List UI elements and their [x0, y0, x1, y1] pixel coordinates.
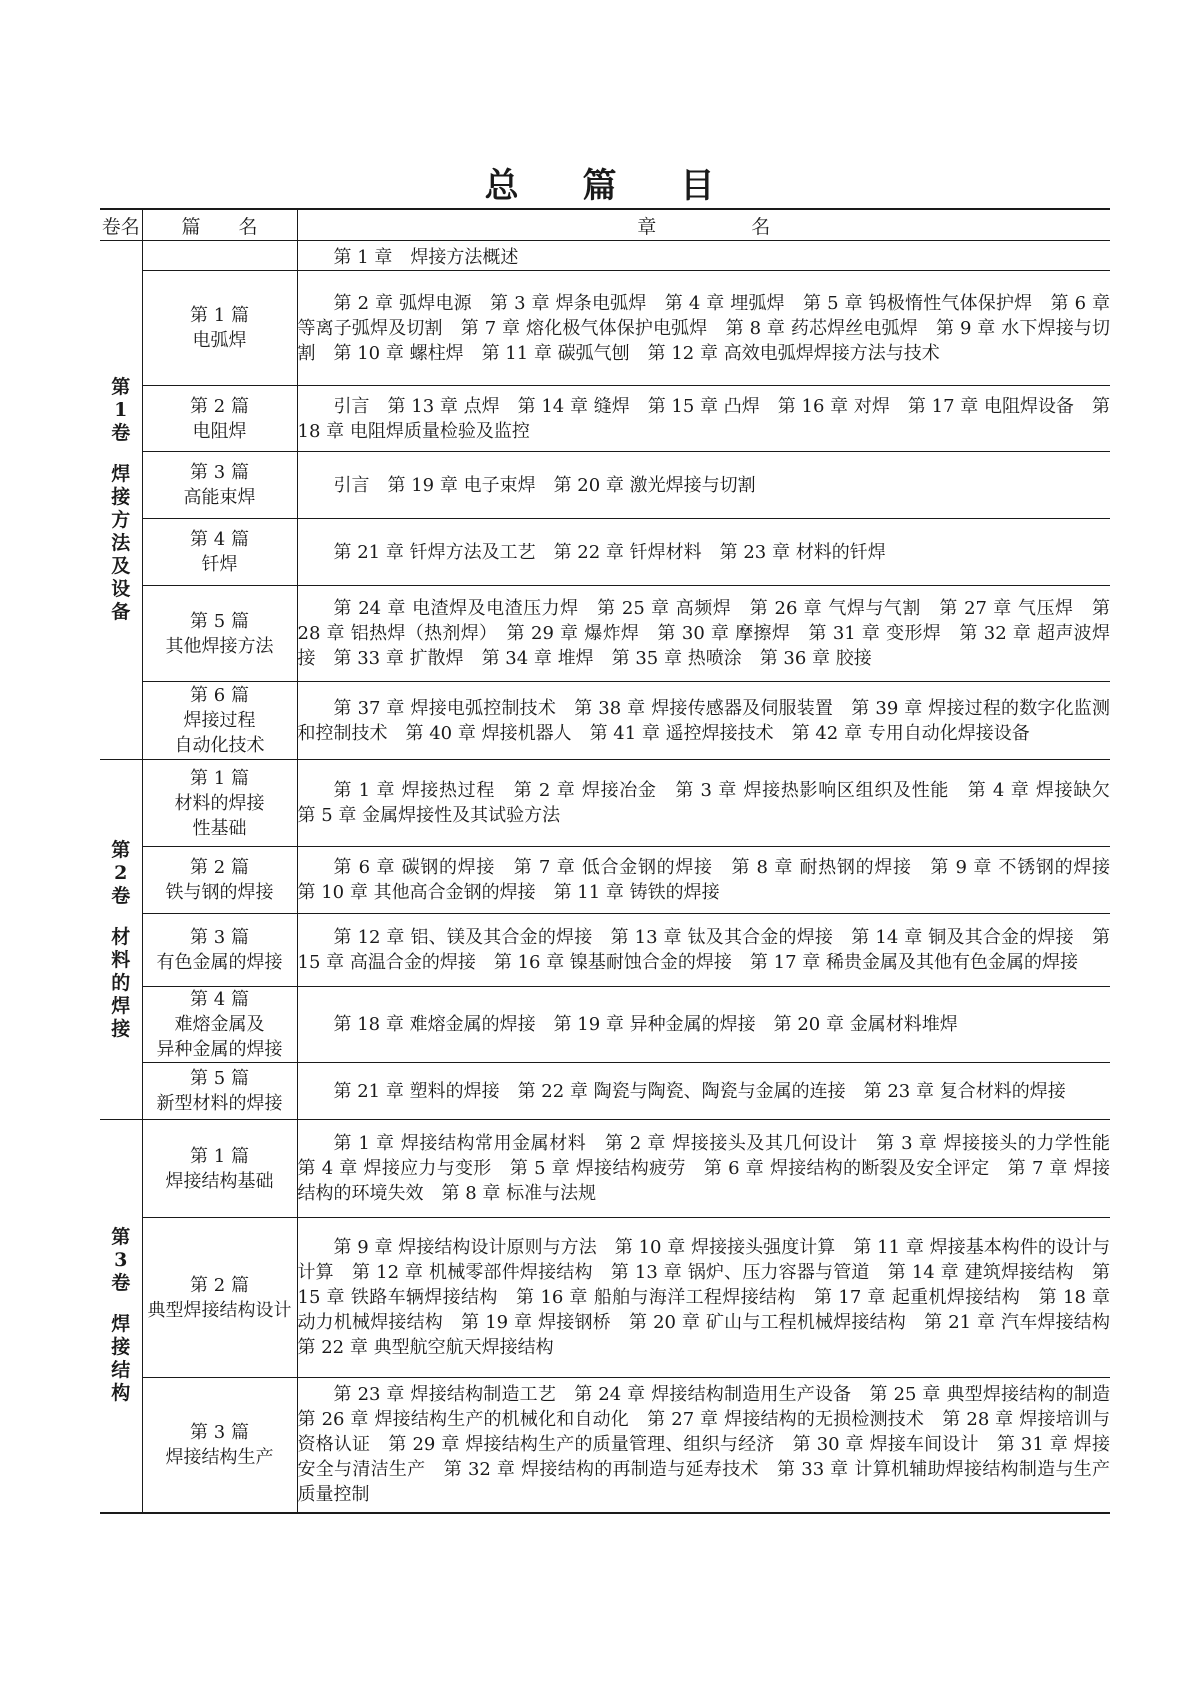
- table-row: [100, 987, 1110, 1063]
- chapter-cell: 第 21 章 钎焊方法及工艺 第 22 章 钎焊材料 第 23 章 材料的钎焊: [297, 519, 1110, 586]
- chapter-cell: 第 9 章 焊接结构设计原则与方法 第 10 章 焊接接头强度计算 第 11 章 焊接基本构件的设计与计算 第 12 章 机械零部件焊接结构 第 13 章 锅炉、压力容器与管道 第 14 章 建筑焊接结构 第 15 章 铁路车辆焊接结构 第 16 章 船舶与海洋工程焊接结构 第 17 章 起重机焊接结构 第 18 章 动力机械焊接结构 第 19 章 焊接钢桥 第 20 章 矿山与工程机械焊接结构 第 21 章 汽车焊接结构 第 22 章 典型航空航天焊接结构: [297, 1218, 1110, 1378]
- header-part: 篇 名: [142, 209, 297, 241]
- table-row: [100, 1063, 1110, 1120]
- part-cell: 第 2 篇 典型焊接结构设计: [142, 1218, 297, 1378]
- part-cell: 第 6 篇 焊接过程 自动化技术: [142, 682, 297, 760]
- table-row: [100, 586, 1110, 682]
- header-volume: 卷名: [100, 209, 142, 241]
- chapter-cell: 第 18 章 难熔金属的焊接 第 19 章 异种金属的焊接 第 20 章 金属材料堆焊: [297, 987, 1110, 1063]
- chapter-cell: 第 37 章 焊接电弧控制技术 第 38 章 焊接传感器及伺服装置 第 39 章 焊接过程的数字化监测和控制技术 第 40 章 焊接机器人 第 41 章 遥控焊接技术 第 42 章 专用自动化焊接设备: [297, 682, 1110, 760]
- part-cell: 第 5 篇 新型材料的焊接: [142, 1063, 297, 1120]
- table-row: [100, 519, 1110, 586]
- volume-cell: [100, 760, 142, 1120]
- part-cell: 第 2 篇 电阻焊: [142, 386, 297, 452]
- volume-number: 第1卷: [111, 376, 131, 444]
- table-row: [100, 1120, 1110, 1218]
- table-row: [100, 682, 1110, 760]
- part-cell: 第 5 篇 其他焊接方法: [142, 586, 297, 682]
- chapter-cell: 引言 第 13 章 点焊 第 14 章 缝焊 第 15 章 凸焊 第 16 章 对焊 第 17 章 电阻焊设备 第 18 章 电阻焊质量检验及监控: [297, 386, 1110, 452]
- table-header-row: [100, 209, 1110, 241]
- chapter-cell: 第 1 章 焊接结构常用金属材料 第 2 章 焊接接头及其几何设计 第 3 章 焊接接头的力学性能 第 4 章 焊接应力与变形 第 5 章 焊接结构疲劳 第 6 章 焊接结构的断裂及安全评定 第 7 章 焊接结构的环境失效 第 8 章 标准与法规: [297, 1120, 1110, 1218]
- contents-table: [100, 208, 1128, 1514]
- chapter-cell: 第 2 章 弧焊电源 第 3 章 焊条电弧焊 第 4 章 埋弧焊 第 5 章 钨极惰性气体保护焊 第 6 章 等离子弧焊及切割 第 7 章 熔化极气体保护电弧焊 第 8 章 药芯焊丝电弧焊 第 9 章 水下焊接与切割 第 10 章 螺柱焊 第 11 章 碳弧气刨 第 12 章 高效电弧焊焊接方法与技术: [297, 271, 1110, 386]
- table-row: [100, 1218, 1110, 1378]
- volume-title: 焊接方法及设备: [111, 463, 131, 623]
- page-title: 总 篇 目: [484, 166, 741, 206]
- volume-title: 材料的焊接: [111, 925, 131, 1040]
- part-cell: 第 3 篇 焊接结构生产: [142, 1378, 297, 1513]
- table-row: [100, 241, 1110, 271]
- volume-title: 焊接结构: [111, 1313, 131, 1405]
- part-cell: 第 1 篇 电弧焊: [142, 271, 297, 386]
- part-cell: 第 1 篇 焊接结构基础: [142, 1120, 297, 1218]
- table-row: [100, 1378, 1110, 1513]
- part-cell: 第 2 篇 铁与钢的焊接: [142, 847, 297, 914]
- table-row: [100, 914, 1110, 987]
- chapter-cell: 第 24 章 电渣焊及电渣压力焊 第 25 章 高频焊 第 26 章 气焊与气割 第 27 章 气压焊 第 28 章 铝热焊（热剂焊） 第 29 章 爆炸焊 第 30 章 摩擦焊 第 31 章 变形焊 第 32 章 超声波焊接 第 33 章 扩散焊 第 34 章 堆焊 第 35 章 热喷涂 第 36 章 胶接: [297, 586, 1110, 682]
- header-chapter: 章 名: [297, 209, 1110, 241]
- volume-number: 第3卷: [111, 1226, 131, 1295]
- chapter-cell: 第 1 章 焊接方法概述: [297, 241, 1110, 271]
- table-row: [100, 760, 1110, 847]
- part-cell: 第 3 篇 有色金属的焊接: [142, 914, 297, 987]
- chapter-cell: 第 23 章 焊接结构制造工艺 第 24 章 焊接结构制造用生产设备 第 25 章 典型焊接结构的制造 第 26 章 焊接结构生产的机械化和自动化 第 27 章 焊接结构的无损检测技术 第 28 章 焊接培训与资格认证 第 29 章 焊接结构生产的质量管理、组织与经济 第 30 章 焊接车间设计 第 31 章 焊接安全与清洁生产 第 32 章 焊接结构的再制造与延寿技术 第 33 章 计算机辅助焊接结构制造与生产质量控制: [297, 1378, 1110, 1513]
- table-row: [100, 847, 1110, 914]
- part-cell-empty: [142, 241, 297, 271]
- table-row: [100, 452, 1110, 519]
- table-row: [100, 271, 1110, 386]
- part-cell: 第 3 篇 高能束焊: [142, 452, 297, 519]
- chapter-cell: 第 1 章 焊接热过程 第 2 章 焊接冶金 第 3 章 焊接热影响区组织及性能 第 4 章 焊接缺欠 第 5 章 金属焊接性及其试验方法: [297, 760, 1110, 847]
- volume-cell: [100, 241, 142, 760]
- volume-cell: [100, 1120, 142, 1513]
- chapter-cell: 第 21 章 塑料的焊接 第 22 章 陶瓷与陶瓷、陶瓷与金属的连接 第 23 章 复合材料的焊接: [297, 1063, 1110, 1120]
- part-cell: 第 1 篇 材料的焊接 性基础: [142, 760, 297, 847]
- chapter-cell: 第 12 章 铝、镁及其合金的焊接 第 13 章 钛及其合金的焊接 第 14 章 铜及其合金的焊接 第 15 章 高温合金的焊接 第 16 章 镍基耐蚀合金的焊接 第 17 章 稀贵金属及其他有色金属的焊接: [297, 914, 1110, 987]
- chapter-cell: 第 6 章 碳钢的焊接 第 7 章 低合金钢的焊接 第 8 章 耐热钢的焊接 第 9 章 不锈钢的焊接 第 10 章 其他高合金钢的焊接 第 11 章 铸铁的焊接: [297, 847, 1110, 914]
- table-row: [100, 386, 1110, 452]
- volume-number: 第2卷: [111, 838, 131, 907]
- chapter-cell: 引言 第 19 章 电子束焊 第 20 章 激光焊接与切割: [297, 452, 1110, 519]
- part-cell: 第 4 篇 钎焊: [142, 519, 297, 586]
- part-cell: 第 4 篇 难熔金属及 异种金属的焊接: [142, 987, 297, 1063]
